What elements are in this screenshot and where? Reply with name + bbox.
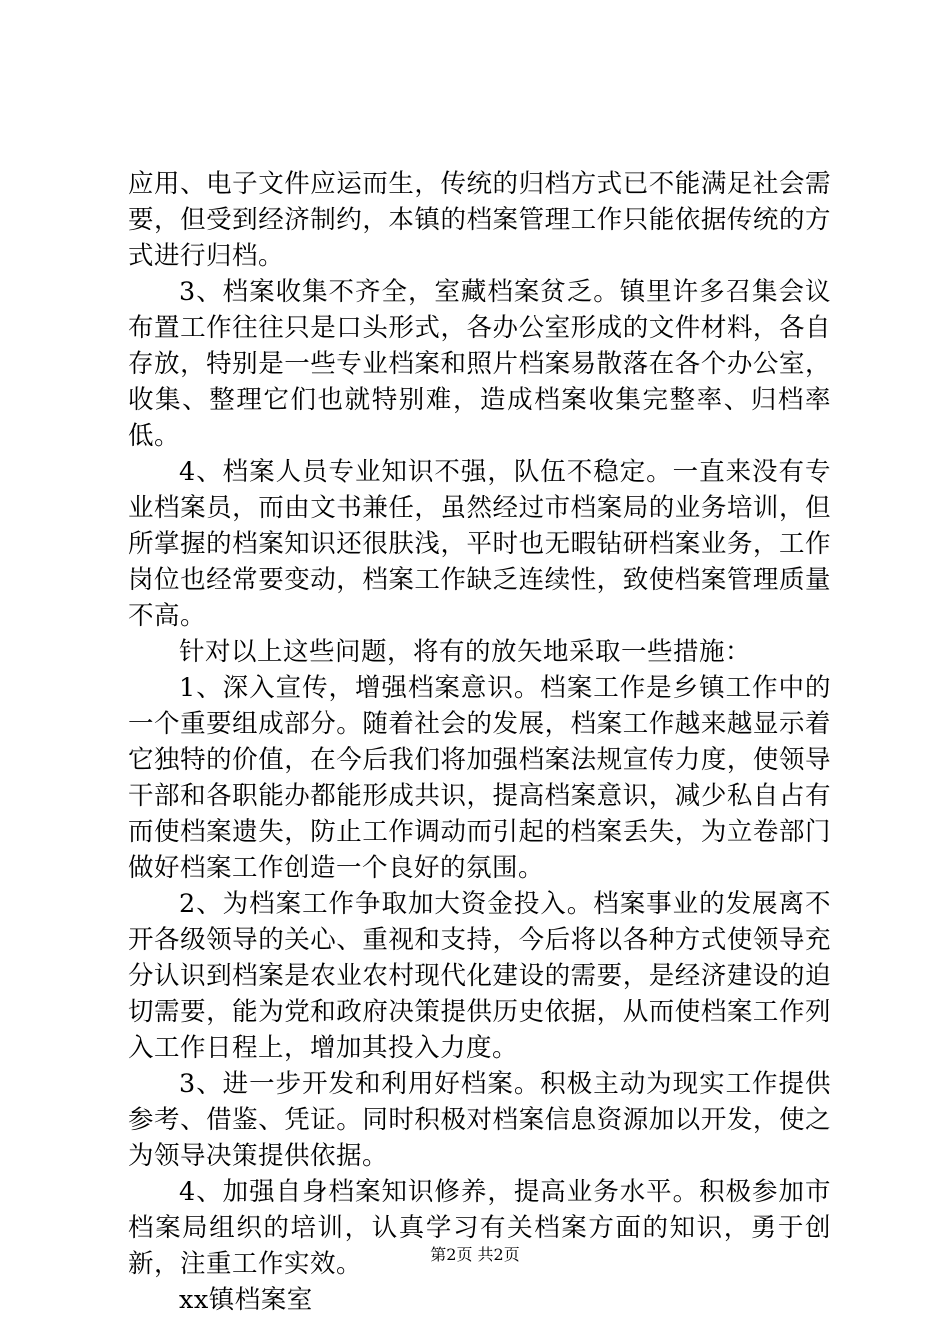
- paragraph-item-3: 3、档案收集不齐全，室藏档案贫乏。镇里许多召集会议布置工作往往只是口头形式，各办公室形成的文件材料，各自存放，特别是一些专业档案和照片档案易散落在各个办公室，收集、整理它们也就特别难，造成档案收集完整率、归档率低。: [128, 277, 831, 451]
- paragraph-measure-1: 1、深入宣传，增强档案意识。档案工作是乡镇工作中的一个重要组成部分。随着社会的发展，档案工作越来越显示着它独特的价值，在今后我们将加强档案法规宣传力度，使领导干部和各职能办都能形成共识，提高档案意识，减少私自占有而使档案遗失，防止工作调动而引起的档案丢失，为立卷部门做好档案工作创造一个良好的氛围。: [128, 673, 831, 883]
- page-number: 第2页 共2页: [430, 1245, 520, 1264]
- page-footer: [0, 1245, 950, 1265]
- paragraph-measure-2: 2、为档案工作争取加大资金投入。档案事业的发展离不开各级领导的关心、重视和支持，今后将以各种方式使领导充分认识到档案是农业农村现代化建设的需要，是经济建设的迫切需要，能为党和政府决策提供历史依据，从而使档案工作列入工作日程上，增加其投入力度。: [128, 889, 831, 1063]
- paragraph-measure-4: 4、加强自身档案知识修养，提高业务水平。积极参加市档案局组织的培训，认真学习有关档案方面的知识，勇于创新，注重工作实效。: [128, 1177, 831, 1279]
- paragraph-measure-3: 3、进一步开发和利用好档案。积极主动为现实工作提供参考、借鉴、凭证。同时积极对档案信息资源加以开发，使之为领导决策提供依据。: [128, 1069, 831, 1171]
- paragraph-measures-intro: 针对以上这些问题，将有的放矢地采取一些措施：: [179, 637, 752, 667]
- paragraph-item-4: 4、档案人员专业知识不强，队伍不稳定。一直来没有专业档案员，而由文书兼任，虽然经过市档案局的业务培训，但所掌握的档案知识还很肤浅，平时也无暇钻研档案业务，工作岗位也经常要变动，档案工作缺乏连续性，致使档案管理质量不高。: [128, 457, 831, 631]
- signature-line: xx镇档案室: [179, 1285, 313, 1315]
- paragraph-continuation: 应用、电子文件应运而生，传统的归档方式已不能满足社会需要，但受到经济制约，本镇的档案管理工作只能依据传统的方式进行归档。: [128, 169, 831, 271]
- document-body: [128, 166, 831, 1318]
